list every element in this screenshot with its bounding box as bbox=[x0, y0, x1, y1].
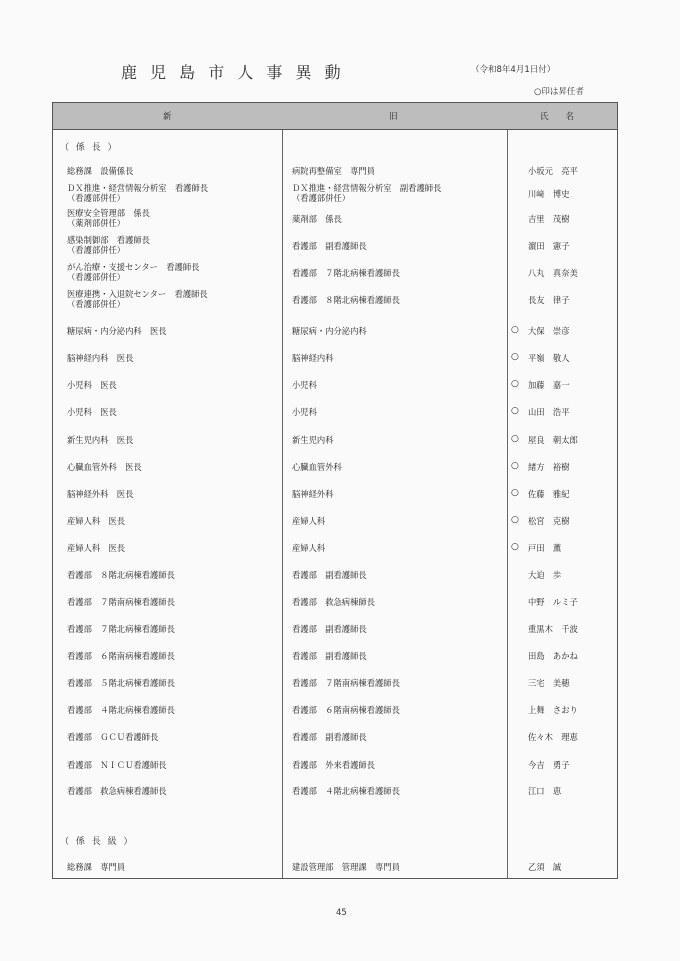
person-name: 加藤 嘉一 bbox=[528, 380, 570, 390]
promotion-mark: ○ bbox=[511, 461, 519, 471]
new-position: 看護部 ８階北病棟看護師長 bbox=[67, 570, 175, 580]
old-position: 小児科 bbox=[292, 380, 317, 390]
new-position: 小児科 医長 bbox=[67, 407, 117, 417]
new-position: 看護部 ＮＩＣＵ看護師長 bbox=[67, 760, 167, 770]
new-position: 心臓血管外科 医長 bbox=[67, 462, 142, 472]
new-position-note: （薬剤部併任） bbox=[67, 218, 126, 228]
header-new: 新 bbox=[163, 112, 172, 122]
person-name: 山田 浩平 bbox=[528, 407, 570, 417]
old-position: 看護部 ７階南病棟看護師長 bbox=[292, 678, 400, 688]
person-name: 緒方 裕樹 bbox=[528, 462, 570, 472]
new-position-note: （看護部併任） bbox=[67, 299, 126, 309]
person-name: 佐々木 理恵 bbox=[528, 732, 578, 742]
old-position-note: （看護部併任） bbox=[292, 193, 351, 203]
old-position: 看護部 ８階北病棟看護師長 bbox=[292, 295, 400, 305]
person-name: 田島 あかね bbox=[528, 651, 578, 661]
new-position-note: （看護部併任） bbox=[67, 245, 126, 255]
old-position: 新生児内科 bbox=[292, 435, 334, 445]
old-position: 看護部 副看護師長 bbox=[292, 624, 367, 634]
old-position: 看護部 副看護師長 bbox=[292, 651, 367, 661]
old-position: 病院再整備室 専門員 bbox=[292, 166, 375, 176]
person-name: 戸田 薫 bbox=[528, 543, 562, 553]
old-position: 建設管理部 管理課 専門員 bbox=[292, 862, 400, 872]
old-position: 看護部 外来看護師長 bbox=[292, 760, 375, 770]
person-name: 大保 崇彦 bbox=[528, 326, 570, 336]
old-position: 看護部 ６階南病棟看護師長 bbox=[292, 705, 400, 715]
old-position: 看護部 救急病棟師長 bbox=[292, 597, 375, 607]
new-position: 医療連携・入退院センター 看護師長 bbox=[67, 289, 208, 299]
new-position: がん治療・支援センター 看護師長 bbox=[67, 262, 200, 272]
promotion-mark: ○ bbox=[511, 434, 519, 444]
person-name: 佐藤 雅紀 bbox=[528, 489, 570, 499]
person-name: 吉里 茂樹 bbox=[528, 214, 570, 224]
person-name: 松宮 克樹 bbox=[528, 516, 570, 526]
person-name: 三宅 美穂 bbox=[528, 678, 570, 688]
new-position: 医療安全管理部 係長 bbox=[67, 208, 150, 218]
new-position: 脳神経内科 医長 bbox=[67, 353, 134, 363]
old-position: 産婦人科 bbox=[292, 516, 326, 526]
person-name: 川﨑 博史 bbox=[528, 189, 570, 199]
promotion-mark: ○ bbox=[511, 406, 519, 416]
promotion-mark: ○ bbox=[511, 488, 519, 498]
person-name: 重黒木 千波 bbox=[528, 624, 578, 634]
new-position: 看護部 ＧＣＵ看護師長 bbox=[67, 732, 159, 742]
column-divider bbox=[507, 103, 508, 878]
person-name: 中野 ルミ子 bbox=[528, 597, 578, 607]
new-position: 産婦人科 医長 bbox=[67, 516, 126, 526]
promotion-note: ○印は昇任者 bbox=[534, 87, 584, 97]
effective-date: （令和8年4月1日付） bbox=[471, 65, 556, 75]
new-position: 総務課 専門員 bbox=[67, 862, 126, 872]
person-name: 乙須 誠 bbox=[528, 862, 562, 872]
person-name: 屋良 朝太郎 bbox=[528, 435, 578, 445]
new-position: ＤＸ推進・経営情報分析室 看護師長 bbox=[67, 183, 209, 193]
column-divider bbox=[282, 103, 283, 878]
new-position: 脳神経外科 医長 bbox=[67, 489, 134, 499]
person-name: 濵田 憲子 bbox=[528, 241, 570, 251]
header-old: 旧 bbox=[389, 112, 398, 122]
new-position: 総務課 設備係長 bbox=[67, 166, 134, 176]
old-position: 薬剤部 係長 bbox=[292, 214, 342, 224]
new-position: 看護部 ４階北病棟看護師長 bbox=[67, 705, 175, 715]
section-label-kakaricho: （ 係 長 ） bbox=[60, 143, 119, 153]
new-position: 看護部 ７階南病棟看護師長 bbox=[67, 597, 175, 607]
person-name: 長友 律子 bbox=[528, 295, 570, 305]
header-name: 氏 名 bbox=[540, 112, 575, 122]
new-position: 糖尿病・内分泌内科 医長 bbox=[67, 326, 167, 336]
new-position: 看護部 ７階北病棟看護師長 bbox=[67, 624, 175, 634]
old-position: 看護部 副看護師長 bbox=[292, 732, 367, 742]
old-position: 看護部 副看護師長 bbox=[292, 241, 367, 251]
new-position-note: （看護部併任） bbox=[67, 272, 126, 282]
new-position: 新生児内科 医長 bbox=[67, 435, 134, 445]
old-position: 看護部 ７階北病棟看護師長 bbox=[292, 268, 400, 278]
page-title: 鹿 児 島 市 人 事 異 動 bbox=[121, 63, 345, 82]
person-name: 上舞 さおり bbox=[528, 705, 578, 715]
section-label-kakaricho-kyu: （ 係 長 級 ） bbox=[60, 837, 135, 847]
new-position: 看護部 ６階南病棟看護師長 bbox=[67, 651, 175, 661]
new-position: 看護部 救急病棟看護師長 bbox=[67, 786, 167, 796]
old-position: 看護部 副看護師長 bbox=[292, 570, 367, 580]
new-position: 小児科 医長 bbox=[67, 380, 117, 390]
old-position: 小児科 bbox=[292, 407, 317, 417]
person-name: 江口 恵 bbox=[528, 786, 562, 796]
promotion-mark: ○ bbox=[511, 542, 519, 552]
new-position: 産婦人科 医長 bbox=[67, 543, 126, 553]
old-position: 心臓血管外科 bbox=[292, 462, 342, 472]
old-position: 産婦人科 bbox=[292, 543, 326, 553]
old-position: 脳神経内科 bbox=[292, 353, 334, 363]
page-number: 45 bbox=[336, 908, 347, 918]
promotion-mark: ○ bbox=[511, 325, 519, 335]
person-name: 平嶺 敬人 bbox=[528, 353, 570, 363]
person-name: 八丸 真奈美 bbox=[528, 268, 578, 278]
old-position: ＤＸ推進・経営情報分析室 副看護師長 bbox=[292, 183, 442, 193]
old-position: 看護部 ４階北病棟看護師長 bbox=[292, 786, 400, 796]
person-name: 小坂元 亮平 bbox=[528, 166, 578, 176]
promotion-mark: ○ bbox=[511, 379, 519, 389]
person-name: 今吉 勇子 bbox=[528, 760, 570, 770]
old-position: 脳神経外科 bbox=[292, 489, 334, 499]
table-header bbox=[53, 103, 617, 130]
new-position: 看護部 ５階北病棟看護師長 bbox=[67, 678, 175, 688]
new-position-note: （看護部併任） bbox=[67, 193, 126, 203]
person-name: 大迫 歩 bbox=[528, 570, 562, 580]
promotion-mark: ○ bbox=[511, 352, 519, 362]
new-position: 感染制御部 看護師長 bbox=[67, 235, 150, 245]
promotion-mark: ○ bbox=[511, 515, 519, 525]
old-position: 糖尿病・内分泌内科 bbox=[292, 326, 367, 336]
